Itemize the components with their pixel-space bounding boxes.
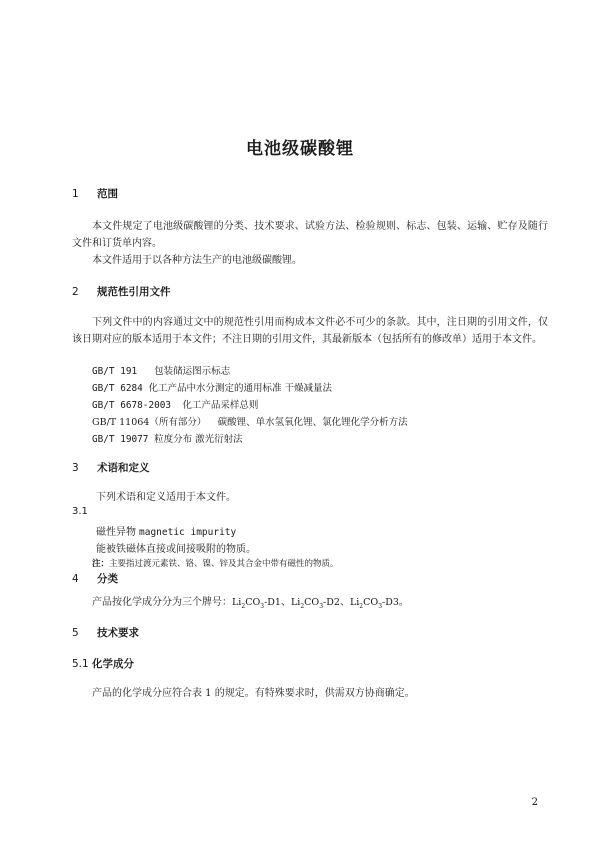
note-label: 注： — [92, 559, 110, 569]
section-number: 3 — [72, 462, 79, 474]
term-definition: 能被铁磁体直接或间接吸附的物质。 — [96, 544, 256, 555]
section-5-heading — [72, 625, 139, 640]
classification-text-end: 。 — [398, 597, 409, 608]
grade-3: $Li_2CO_3-D3$ — [349, 597, 399, 610]
section-2-heading — [72, 284, 171, 299]
section-title: 术语和定义 — [97, 462, 150, 474]
section-title: 分类 — [97, 573, 118, 585]
section-number: 5 — [72, 627, 79, 639]
section-1-paragraph-1: 本文件规定了电池级碳酸锂的分类、技术要求、试验方法、检验规则、标志、包装、运输、贮存及随行文件和订货单内容。 — [72, 221, 548, 249]
grade-2: $Li_2CO_3-D2$ — [290, 597, 340, 610]
page-number: 2 — [531, 797, 538, 808]
reference-code: GB/T 6284 — [92, 383, 143, 394]
reference-title: 碳酸锂、单水氢氧化锂、氯化锂化学分析方法 — [217, 417, 408, 428]
section-2-paragraph: 下列文件中的内容通过文中的规范性引用而构成本文件必不可少的条款。其中，注日期的引用文件，仅该日期对应的版本适用于本文件；不注日期的引用文件，其最新版本（包括所有的修改单）适用于本文件。 — [72, 317, 548, 345]
section-number: 2 — [72, 286, 79, 298]
section-title: 规范性引用文件 — [97, 286, 171, 298]
section-5-1-heading — [72, 656, 134, 671]
section-4-text: 产品按化学成分分为三个牌号：$Li_2CO_3-D1$、$Li_2CO_3-D2$、$Li_2CO_3-D3$。 — [92, 597, 409, 610]
subsection-title: 化学成分 — [92, 658, 134, 670]
reference-item — [92, 380, 332, 394]
reference-code: GB/T 19077 — [92, 434, 149, 445]
term-note — [92, 557, 339, 569]
subsection-number: 5.1 — [72, 658, 89, 670]
reference-item — [92, 431, 243, 445]
grade-1: $Li_2CO_3-D1$ — [232, 597, 281, 610]
classification-text: 产品按化学成分分为三个牌号： — [92, 597, 232, 608]
reference-title: 粒度分布 激光衍射法 — [154, 434, 243, 445]
reference-item — [92, 363, 230, 377]
clause-number: 3.1 — [72, 506, 88, 517]
term-english: magnetic impurity — [139, 527, 237, 538]
note-text: 主要指过渡元素铁、铬、镍、锌及其合金中带有磁性的物质。 — [109, 559, 339, 569]
reference-code: GB/T 191 — [92, 366, 138, 377]
term-chinese: 磁性异物 — [96, 527, 136, 538]
section-title: 技术要求 — [97, 627, 139, 639]
reference-item — [92, 397, 258, 411]
reference-code: GB/T 6678-2003 — [92, 400, 172, 411]
section-number: 4 — [72, 573, 79, 585]
section-3-intro: 下列术语和定义适用于本文件。 — [96, 492, 236, 503]
document-title: 电池级碳酸锂 — [246, 139, 354, 159]
reference-title: 化工产品中水分测定的通用标准 干燥减量法 — [148, 383, 332, 394]
reference-title: 化工产品采样总则 — [182, 400, 259, 411]
section-number: 1 — [72, 188, 79, 200]
section-3-heading — [72, 460, 150, 475]
reference-item — [92, 414, 408, 428]
section-4-heading — [72, 571, 118, 586]
reference-title: 包装储运图示标志 — [154, 366, 231, 377]
section-1-paragraph-2: 本文件适用于以各种方法生产的电池级碳酸锂。 — [92, 255, 302, 266]
section-1-heading — [72, 186, 118, 201]
section-title: 范围 — [97, 188, 118, 200]
term-entry — [96, 523, 236, 538]
section-5-1-paragraph: 产品的化学成分应符合表 1 的规定。有特殊要求时，供需双方协商确定。 — [92, 688, 415, 699]
reference-code: GB/T 11064（所有部分） — [92, 417, 207, 428]
